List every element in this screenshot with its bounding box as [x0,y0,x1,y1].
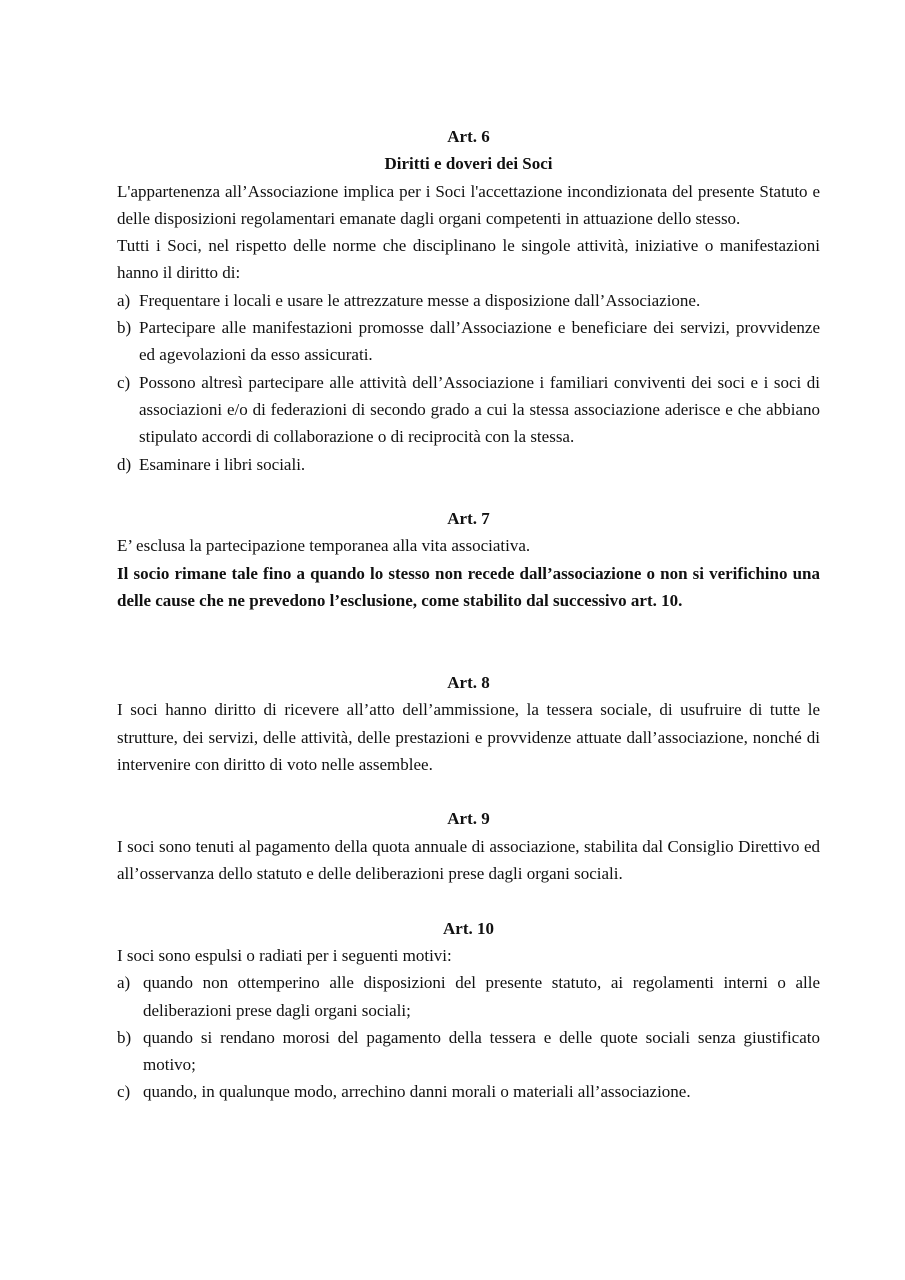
document-page [117,123,820,1106]
spacer [117,778,820,805]
article-7 [117,505,820,614]
list-item [117,969,820,1024]
list-item [117,1024,820,1079]
list-item-marker: b) [117,1027,132,1047]
article-6-title: Art. 6 [447,127,490,146]
list-item-marker: a) [117,290,131,310]
list-item [117,1078,820,1105]
article-10-paragraph-1: I soci sono espulsi o radiati per i seguenti motivi: [117,945,452,965]
list-item-text: quando non ottemperino alle disposizioni del presente statuto, ai regolamenti interni o alle deliberazioni prese dagli organi sociali; [143,973,820,1020]
list-item-text: Partecipare alle manifestazioni promosse dall’Associazione e beneficiare dei servizi, provvidenze ed agevolazioni da esso assicurati. [139,318,820,365]
list-item-marker: c) [117,372,131,392]
article-8-title: Art. 8 [447,672,490,692]
article-8 [117,669,820,778]
article-8-paragraph-1: I soci hanno diritto di ricevere all’atto dell’ammissione, la tessera sociale, di usufruire di tutte le strutture, dei servizi, delle attività, delle prestazioni e provvidenze attuate dall’associazione, nonché di intervenire con diritto di voto nelle assemblee. [117,700,820,774]
article-10-title: Art. 10 [443,918,494,938]
article-9 [117,805,820,887]
article-7-paragraph-1: E’ esclusa la partecipazione temporanea alla vita associativa. [117,536,531,556]
article-9-title: Art. 9 [447,809,490,829]
list-item-text: Frequentare i locali e usare le attrezzature messe a disposizione dall’Associazione. [139,290,701,310]
article-6-paragraph-1: L'appartenenza all’Associazione implica per i Soci l'accettazione incondizionata del presente Statuto e delle disposizioni regolamentari emanate dagli organi competenti in attuazione dello stesso. [117,181,820,228]
list-item [117,287,820,314]
article-6-subtitle: Diritti e doveri dei Soci [384,154,553,174]
list-item [117,314,820,369]
list-item-text: quando, in qualunque modo, arrechino danni morali o materiali all’associazione. [143,1082,691,1102]
list-item-marker: b) [117,318,132,338]
article-10 [117,915,820,1106]
list-item [117,451,820,478]
article-6-rights-list [117,287,820,478]
list-item-marker: c) [117,1082,131,1102]
article-9-paragraph-1: I soci sono tenuti al pagamento della quota annuale di associazione, stabilita dal Consiglio Direttivo ed all’osservanza dello statuto e delle deliberazioni prese dagli organi sociali. [117,836,820,884]
article-7-paragraph-2: Il socio rimane tale fino a quando lo stesso non recede dall’associazione o non si verifichino una delle cause che ne prevedono l’esclusione, come stabilito dal successivo art. 10. [117,563,820,611]
list-item-text: quando si rendano morosi del pagamento della tessera e delle quote sociali senza giustificato motivo; [143,1027,820,1075]
list-item-text: Esaminare i libri sociali. [139,454,306,474]
article-6-paragraph-2: Tutti i Soci, nel rispetto delle norme che disciplinano le singole attività, iniziative o manifestazioni hanno il diritto di: [117,236,820,283]
article-7-title: Art. 7 [447,509,490,529]
spacer [117,614,820,669]
list-item-text: Possono altresì partecipare alle attività dell’Associazione i familiari conviventi dei soci e i soci di associazioni e/o di federazioni di secondo grado a cui la stessa associazione aderisce e che abbiano stipulato accordi di collaborazione o di reciprocità con la stessa. [139,372,820,447]
list-item-marker: a) [117,973,131,993]
spacer [117,478,820,505]
list-item-marker: d) [117,454,132,474]
list-item [117,369,820,451]
article-10-reasons-list [117,969,820,1105]
article-6 [117,123,820,478]
spacer [117,887,820,914]
